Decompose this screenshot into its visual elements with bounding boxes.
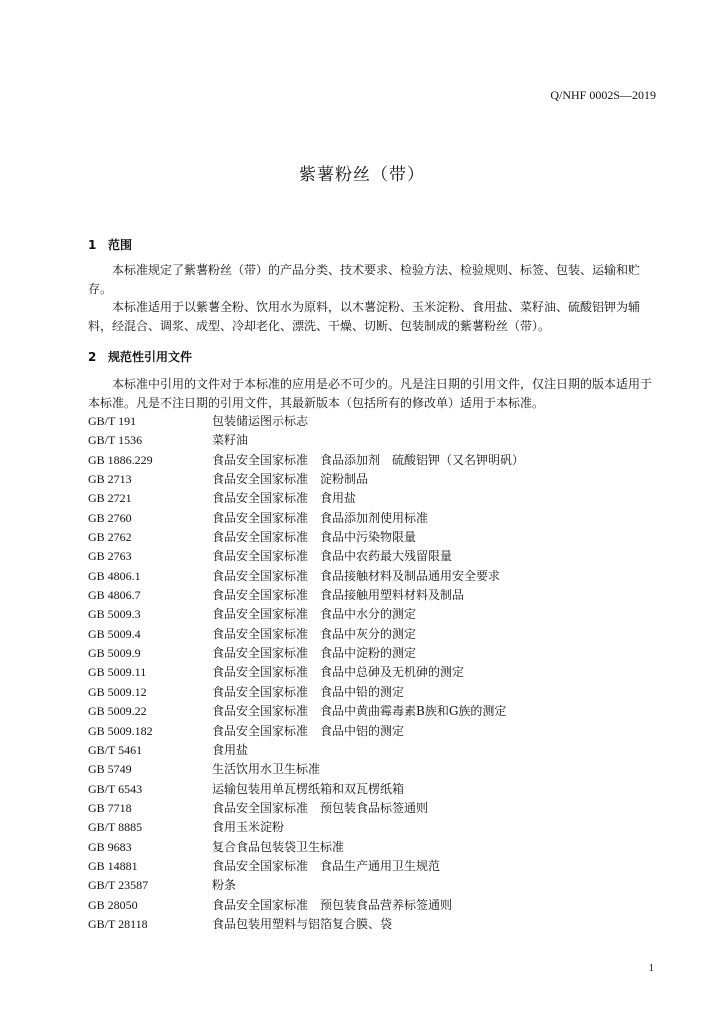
reference-item — [88, 915, 658, 934]
reference-item — [88, 644, 658, 663]
reference-item — [88, 857, 658, 876]
reference-item — [88, 489, 658, 508]
reference-title: 食品安全国家标准 食品中水分的测定 — [212, 607, 417, 622]
reference-list — [88, 412, 658, 934]
reference-item — [88, 818, 658, 837]
reference-item — [88, 586, 658, 605]
reference-title: 食品安全国家标准 食品接触材料及制品通用安全要求 — [212, 568, 501, 583]
page-number: 1 — [648, 962, 654, 974]
reference-title: 食品安全国家标准 食用盐 — [212, 491, 357, 506]
reference-item — [88, 760, 658, 779]
reference-code: GB 4806.1 — [88, 568, 141, 583]
section-heading-normative-references — [88, 348, 192, 365]
reference-code: GB/T 8885 — [88, 820, 143, 835]
reference-code: GB 2760 — [88, 510, 132, 525]
reference-code: GB 2762 — [88, 530, 132, 545]
section-number: 2 — [88, 350, 97, 364]
reference-code: GB 1886.229 — [88, 452, 153, 467]
scope-paragraph-2: 本标准适用于以紫薯全粉、饮用水为原料，以木薯淀粉、玉米淀粉、食用盐、菜籽油、硫酸铝钾为辅料，经混合、调浆、成型、冷却老化、漂洗、干燥、切断、包装制成的紫薯粉丝（带）。 — [88, 300, 641, 333]
reference-item — [88, 431, 658, 450]
reference-item — [88, 605, 658, 624]
reference-title: 食品安全国家标准 食品中铅的测定 — [212, 684, 405, 699]
reference-title: 食品安全国家标准 预包装食品标签通则 — [212, 800, 429, 815]
reference-title: 运输包装用单瓦楞纸箱和双瓦楞纸箱 — [212, 781, 405, 796]
reference-title: 食品安全国家标准 食品中铝的测定 — [212, 723, 405, 738]
reference-item — [88, 547, 658, 566]
reference-code: GB 2713 — [88, 472, 132, 487]
reference-code: GB 14881 — [88, 858, 138, 873]
reference-title: 食品安全国家标准 食品添加剂使用标准 — [212, 510, 429, 525]
reference-code: GB 5009.22 — [88, 704, 147, 719]
reference-title: 食品安全国家标准 食品接触用塑料材料及制品 — [212, 588, 465, 603]
reference-item — [88, 663, 658, 682]
document-title: 紫薯粉丝（带） — [299, 165, 425, 185]
references-intro-paragraph: 本标准中引用的文件对于本标准的应用是必不可少的。凡是注日期的引用文件，仅注日期的版本适用于本标准。凡是不注日期的引用文件，其最新版本（包括所有的修改单）适用于本标准。 — [88, 377, 653, 410]
reference-item — [88, 567, 658, 586]
reference-code: GB 28050 — [88, 897, 138, 912]
reference-code: GB 2763 — [88, 549, 132, 564]
reference-title: 食用盐 — [212, 742, 249, 757]
reference-title: 食品安全国家标准 食品生产通用卫生规范 — [212, 858, 441, 873]
reference-code: GB 7718 — [88, 800, 132, 815]
reference-item — [88, 702, 658, 721]
reference-title: 食品安全国家标准 食品中总砷及无机砷的测定 — [212, 665, 465, 680]
reference-title: 食品包装用塑料与铝箔复合膜、袋 — [212, 916, 393, 931]
reference-title: 食品安全国家标准 食品中农药最大残留限量 — [212, 549, 453, 564]
scope-paragraph-1: 本标准规定了紫薯粉丝（带）的产品分类、技术要求、检验方法、检验规则、标签、包装、运输和贮存。 — [88, 263, 641, 296]
reference-title: 食品安全国家标准 食品中黄曲霉毒素B族和G族的测定 — [212, 704, 507, 719]
reference-item — [88, 451, 658, 470]
reference-title: 生活饮用水卫生标准 — [212, 762, 321, 777]
reference-item — [88, 528, 658, 547]
reference-code: GB 9683 — [88, 839, 132, 854]
reference-code: GB 4806.7 — [88, 588, 141, 603]
reference-code: GB 5009.12 — [88, 684, 147, 699]
reference-title: 包装储运图示标志 — [212, 414, 309, 428]
reference-item — [88, 896, 658, 915]
standard-code: Q/NHF 0002S—2019 — [550, 88, 656, 102]
reference-code: GB 5009.3 — [88, 607, 141, 622]
reference-code: GB/T 6543 — [88, 781, 143, 796]
reference-title: 粉条 — [212, 878, 237, 893]
reference-title: 食品安全国家标准 食品中污染物限量 — [212, 530, 417, 545]
reference-title: 食品安全国家标准 预包装食品营养标签通则 — [212, 897, 453, 912]
reference-item — [88, 876, 658, 895]
reference-code: GB 5009.4 — [88, 626, 141, 641]
section-title: 范围 — [108, 238, 133, 252]
reference-item — [88, 683, 658, 702]
reference-code: GB/T 1536 — [88, 433, 143, 448]
reference-title: 食品安全国家标准 食品添加剂 硫酸铝钾（又名钾明矾） — [212, 452, 525, 467]
reference-code: GB 2721 — [88, 491, 132, 506]
reference-item — [88, 741, 658, 760]
reference-code: GB 5749 — [88, 762, 132, 777]
reference-code: GB 5009.9 — [88, 646, 141, 661]
reference-title: 食用玉米淀粉 — [212, 820, 285, 835]
reference-code: GB/T 23587 — [88, 878, 149, 893]
section-title: 规范性引用文件 — [108, 350, 193, 364]
reference-code: GB/T 5461 — [88, 742, 143, 757]
reference-title: 食品安全国家标准 淀粉制品 — [212, 472, 369, 487]
reference-item — [88, 799, 658, 818]
reference-code: GB 5009.182 — [88, 723, 153, 738]
reference-item — [88, 780, 658, 799]
reference-code: GB/T 28118 — [88, 916, 148, 931]
reference-title: 食品安全国家标准 食品中淀粉的测定 — [212, 646, 417, 661]
reference-title: 食品安全国家标准 食品中灰分的测定 — [212, 626, 417, 641]
section-number: 1 — [88, 238, 97, 252]
reference-item — [88, 412, 658, 431]
section-heading-scope — [88, 236, 132, 253]
reference-title: 菜籽油 — [212, 433, 249, 448]
reference-item — [88, 722, 658, 741]
reference-title: 复合食品包装袋卫生标准 — [212, 839, 345, 854]
reference-item — [88, 470, 658, 489]
reference-item — [88, 838, 658, 857]
reference-item — [88, 509, 658, 528]
reference-code: GB/T 191 — [88, 414, 137, 428]
reference-item — [88, 625, 658, 644]
reference-code: GB 5009.11 — [88, 665, 147, 680]
